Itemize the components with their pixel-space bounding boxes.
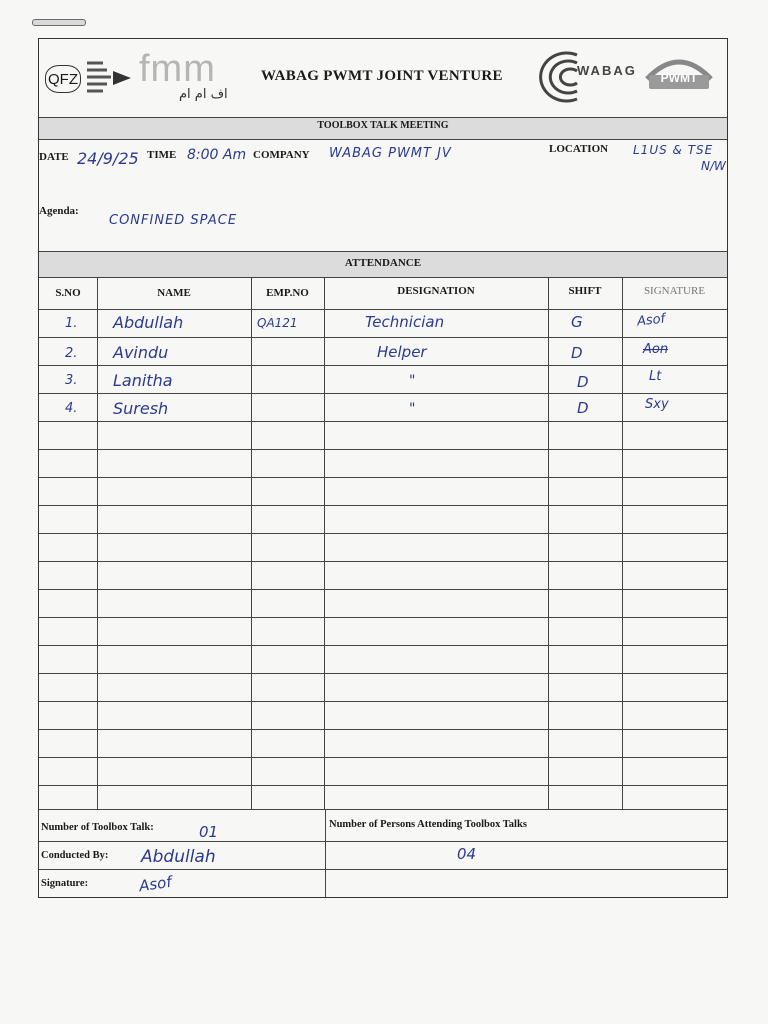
table-row-line (39, 421, 727, 422)
location-label: LOCATION (549, 143, 609, 155)
agenda-label: Agenda: (39, 205, 79, 217)
row-1-empno: QA121 (257, 316, 298, 330)
table-row-line (39, 505, 727, 506)
company-value: WABAG PWMT JV (329, 146, 452, 161)
table-row-line (39, 673, 727, 674)
table-row-line (39, 589, 727, 590)
table-row-line (39, 365, 727, 366)
time-value: 8:00 Am (187, 147, 247, 163)
table-row-line (39, 533, 727, 534)
location-value: L1US & TSE (633, 143, 714, 157)
arrow-logo-icon (83, 57, 135, 101)
table-row-line (39, 645, 727, 646)
row-2-name: Avindu (113, 343, 169, 362)
pwmt-logo-text: PWMT (660, 71, 698, 85)
wabag-logo-text: WABAG (577, 63, 637, 78)
col-header-signature: SIGNATURE (643, 285, 706, 297)
row-3-sno: 3. (65, 373, 78, 388)
row-1-name: Abdullah (113, 313, 184, 332)
qfz-logo (45, 65, 81, 93)
signature-label: Signature: (41, 878, 89, 889)
company-title: WABAG PWMT JOINT VENTURE (261, 68, 503, 84)
time-label: TIME (147, 149, 177, 161)
col-header-empno: EMP.NO (266, 287, 309, 299)
location-value-2: N/W (701, 159, 726, 173)
conducted-by-value: Abdullah (141, 847, 216, 867)
row-4-name: Suresh (113, 399, 169, 418)
row-3-shift: D (577, 373, 589, 391)
col-header-designation: DESIGNATION (397, 285, 475, 297)
table-row-line (39, 785, 727, 786)
conducted-by-label: Conducted By: (41, 850, 109, 861)
table-row-line (39, 757, 727, 758)
company-label: COMPANY (253, 149, 310, 161)
row-1-shift: G (571, 313, 583, 331)
row-3-designation: " (409, 373, 416, 389)
fmm-logo: fmm (139, 48, 216, 90)
row-2-shift: D (571, 344, 583, 362)
table-row-line (39, 729, 727, 730)
row-1-signature: Asof (636, 311, 666, 330)
date-value: 24/9/25 (77, 149, 139, 168)
staple-mark (32, 19, 86, 26)
toolbox-form (38, 38, 728, 898)
col-header-shift: SHIFT (568, 285, 602, 297)
date-label: DATE (39, 151, 69, 163)
row-2-signature: Aon (643, 342, 669, 357)
persons-attending-value: 04 (457, 845, 477, 863)
col-header-sno: S.NO (55, 287, 81, 299)
row-1-designation: Technician (365, 313, 445, 331)
row-3-name: Lanitha (113, 371, 173, 390)
toolbox-heading: TOOLBOX TALK MEETING (317, 120, 449, 131)
table-row-line (39, 393, 727, 394)
row-3-signature: Lt (649, 369, 662, 384)
row-1-sno: 1. (65, 316, 78, 331)
toolbox-count-label: Number of Toolbox Talk: (41, 822, 154, 833)
row-2-designation: Helper (377, 343, 427, 361)
agenda-value: CONFINED SPACE (109, 213, 238, 228)
signature-value: Asof (137, 872, 173, 896)
row-4-sno: 4. (65, 401, 78, 416)
qfz-logo-text: QFZ (48, 70, 78, 88)
wabag-swoosh-icon (525, 49, 585, 105)
attendance-heading: ATTENDANCE (344, 257, 422, 269)
table-row-line (39, 617, 727, 618)
persons-attending-label: Number of Persons Attending Toolbox Talks (329, 819, 527, 830)
table-row-line (39, 477, 727, 478)
table-row-line (39, 309, 727, 310)
row-4-designation: " (409, 401, 416, 417)
table-row-line (39, 701, 727, 702)
toolbox-count-value: 01 (199, 823, 219, 841)
table-row-line (39, 561, 727, 562)
col-header-name: NAME (157, 287, 191, 299)
row-4-shift: D (577, 399, 589, 417)
row-4-signature: Sxy (645, 397, 669, 412)
table-row-line (39, 337, 727, 338)
fmm-arabic-text: اف ام ام (179, 87, 228, 102)
table-row-line (39, 449, 727, 450)
row-2-sno: 2. (65, 346, 78, 361)
